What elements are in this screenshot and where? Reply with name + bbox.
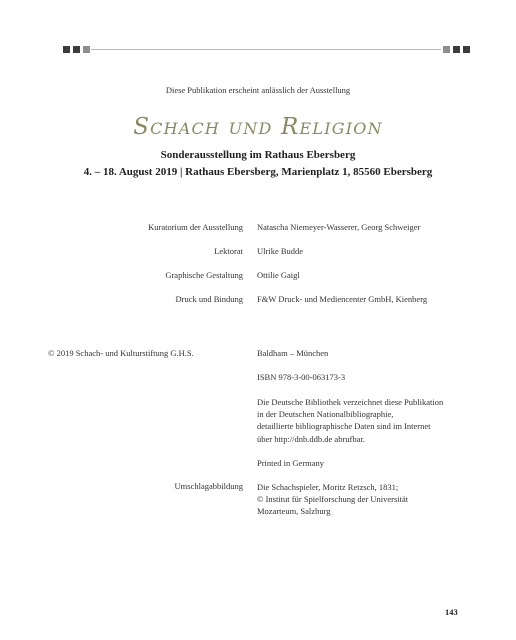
ornament-square — [443, 46, 450, 53]
dnb-line: über http://dnb.ddb.de abrufbar. — [257, 433, 365, 444]
copyright-line: © 2019 Schach- und Kulturstiftung G.H.S. — [48, 348, 194, 358]
cover-line: Mozarteum, Salzburg — [257, 506, 331, 517]
page-number: 143 — [445, 607, 458, 617]
printed-in: Printed in Germany — [257, 458, 325, 468]
credit-row — [0, 222, 516, 236]
cover-image-credit — [257, 481, 408, 518]
cover-line: © Institut für Spielforschung der Universität — [257, 494, 409, 505]
ornament-square — [463, 46, 470, 53]
credit-value: F&W Druck- und Mediencenter GmbH, Kienberg — [257, 294, 428, 304]
header-rule — [91, 49, 441, 50]
credit-value: Ottilie Gaigl — [257, 270, 300, 280]
ornament-square — [73, 46, 80, 53]
dnb-line: detaillierte bibliographische Daten sind im Internet — [257, 421, 431, 432]
credit-row — [0, 294, 516, 308]
dnb-notice — [257, 396, 443, 445]
credit-label: Kuratorium der Ausstellung — [148, 222, 243, 232]
credit-row — [0, 246, 516, 260]
cover-image-label: Umschlagabbildung — [174, 481, 243, 491]
intro-line: Diese Publikation erscheint anlässlich der Ausstellung — [165, 85, 351, 95]
header-ornament-right — [443, 46, 470, 53]
credit-row — [0, 270, 516, 284]
credit-value: Ulrike Budde — [257, 246, 304, 256]
credit-label: Graphische Gestaltung — [165, 270, 243, 280]
credit-label: Druck und Bindung — [175, 294, 243, 304]
isbn: ISBN 978-3-00-063173-3 — [257, 372, 346, 382]
ornament-square — [63, 46, 70, 53]
credit-label: Lektorat — [214, 246, 243, 256]
exhibition-dateline: 4. – 18. August 2019 | Rathaus Ebersberg, Marienplatz 1, 85560 Ebersberg — [83, 166, 433, 178]
ornament-square — [83, 46, 90, 53]
exhibition-subtitle: Sonderausstellung im Rathaus Ebersberg — [160, 149, 356, 161]
cover-line: Die Schachspieler, Moritz Retzsch, 1831; — [257, 482, 399, 492]
dnb-line: Die Deutsche Bibliothek verzeichnet diese Publikation — [257, 397, 444, 407]
header-ornament-left — [63, 46, 90, 53]
ornament-square — [453, 46, 460, 53]
dnb-line: in der Deutschen Nationalbibliographie, — [257, 409, 394, 420]
credit-value: Natascha Niemeyer-Wasserer, Georg Schweiger — [257, 222, 421, 232]
publication-place: Baldham – München — [257, 348, 329, 358]
exhibition-title: Schach und Religion — [133, 114, 383, 140]
